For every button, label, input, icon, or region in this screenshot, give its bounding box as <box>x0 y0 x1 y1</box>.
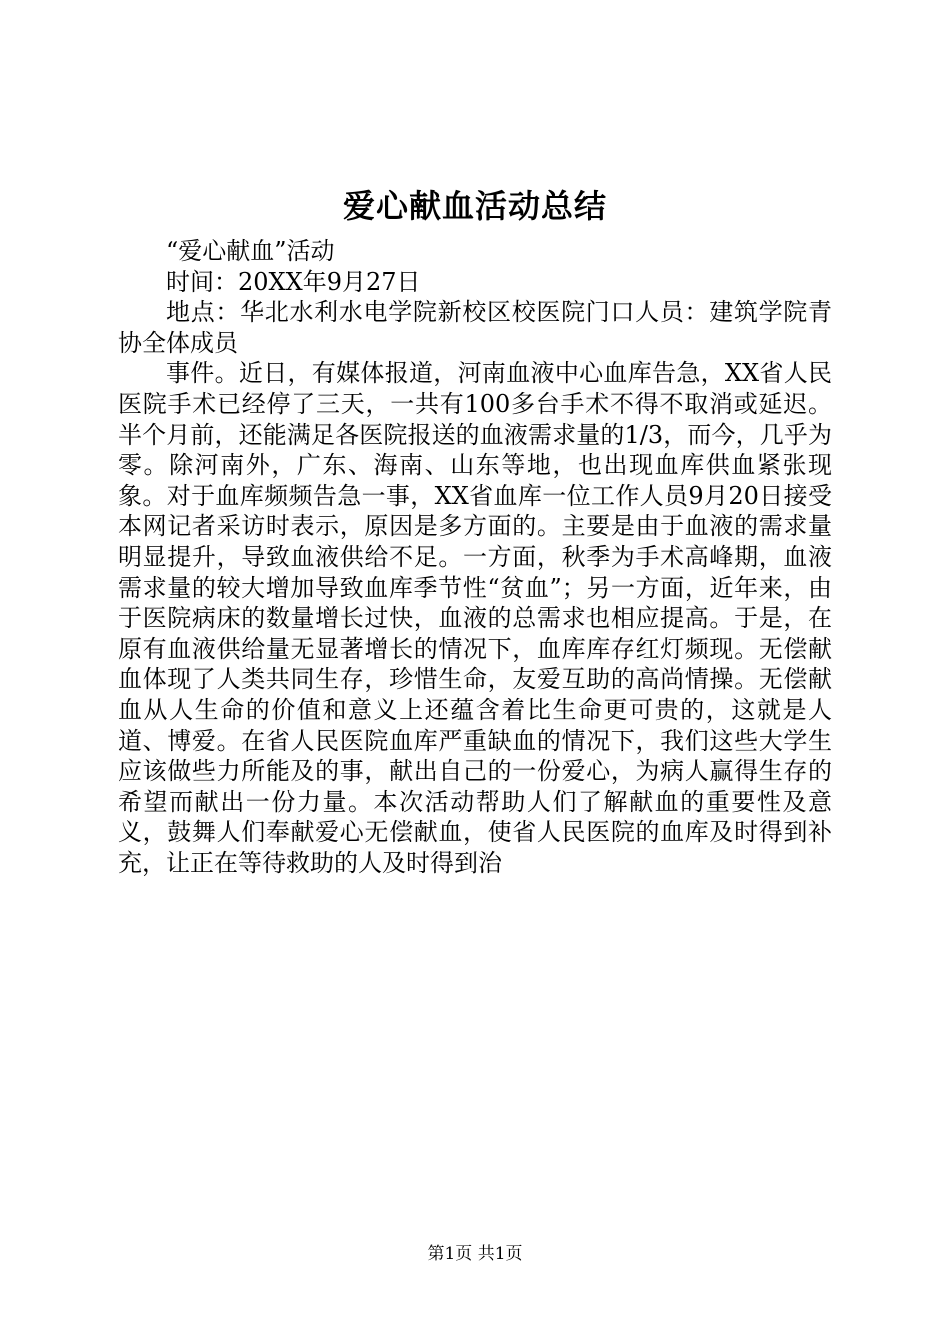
paragraph-time: 时间：20XX年9月27日 <box>166 267 421 296</box>
document-body <box>118 236 832 878</box>
paragraph-location-participants: 地点：华北水利水电学院新校区校医院门口人员：建筑学院青协全体成员 <box>118 298 832 357</box>
paragraph-event: 事件。近日，有媒体报道，河南血液中心血库告急，XX省人民医院手术已经停了三天，一共有100多台手术不得不取消或延迟。半个月前，还能满足各医院报送的血液需求量的1/3，而今，几乎为零。除河南外，广东、海南、山东等地，也出现血库供血紧张现象。对于血库频频告急一事，XX省血库一位工作人员9月20日接受本网记者采访时表示，原因是多方面的。主要是由于血液的需求量明显提升，导致血液供给不足。一方面，秋季为手术高峰期，血液需求量的较大增加导致血库季节性“贫血”；另一方面，近年来，由于医院病床的数量增长过快，血液的总需求也相应提高。于是，在原有血液供给量无显著增长的情况下，血库库存红灯频现。无偿献血体现了人类共同生存，珍惜生命，友爱互助的高尚情操。无偿献血从人生命的价值和意义上还蕴含着比生命更可贵的，这就是人道、博爱。在省人民医院血库严重缺血的情况下，我们这些大学生应该做些力所能及的事，献出自己的一份爱心，为病人赢得生存的希望而献出一份力量。本次活动帮助人们了解献血的重要性及意义，鼓舞人们奉献爱心无偿献血，使省人民医院的血库及时得到补充，让正在等待救助的人及时得到治 <box>118 359 832 877</box>
paragraph-activity-name: “爱心献血”活动 <box>166 237 335 265</box>
page-footer: 第1页 共1页 <box>427 1244 523 1264</box>
document-title: 爱心献血活动总结 <box>342 187 607 225</box>
